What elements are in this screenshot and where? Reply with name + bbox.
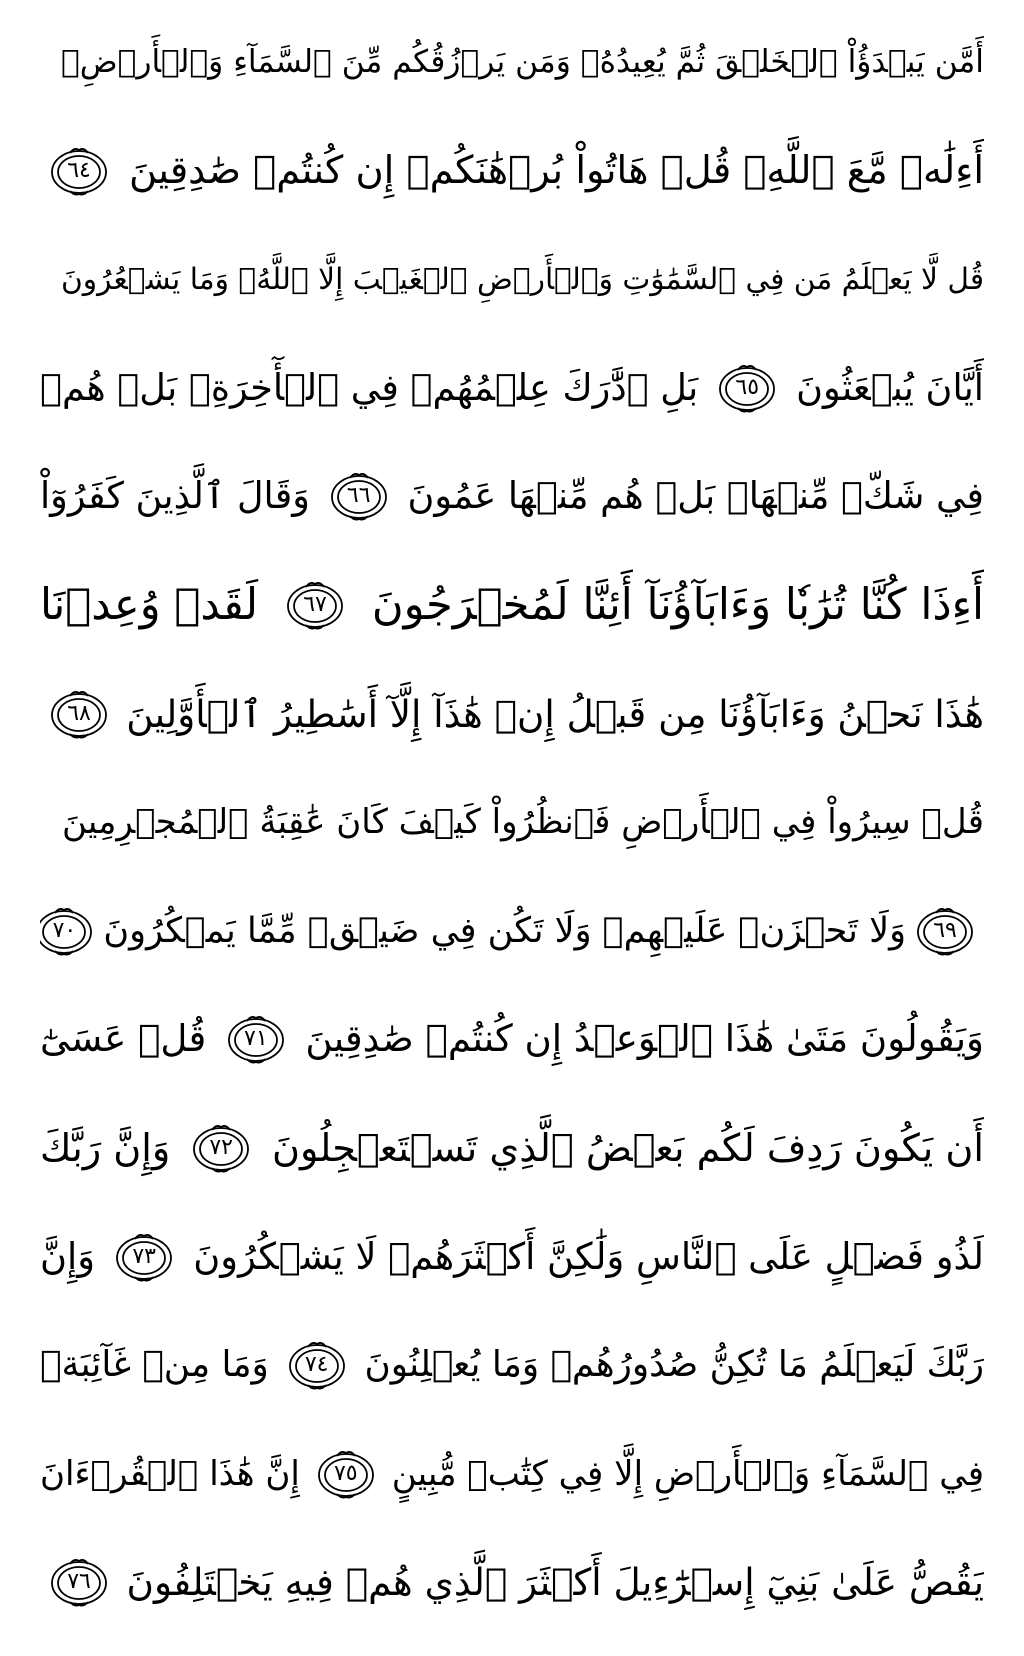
ayah-number-marker — [284, 579, 346, 631]
text-line — [40, 1534, 984, 1630]
text-line — [40, 666, 984, 762]
verse-text: وَإِنَّ — [40, 1234, 96, 1278]
verse-text: أَن يَكُونَ رَدِفَ لَكُم بَعۡضُ ٱلَّذِي تَسۡتَعۡجِلُونَ — [271, 1126, 984, 1170]
verse-text: هَٰذَا نَحۡنُ وَءَابَآؤُنَا مِن قَبۡلُ إِنۡ هَٰذَآ إِلَّآ أَسَٰطِيرُ ٱلۡأَوَّلِينَ — [126, 691, 984, 736]
verse-text: قُلۡ عَسَىٰٓ — [40, 1017, 207, 1061]
ayah-number-marker — [48, 145, 110, 197]
ayah-number: ٧٣ — [132, 1243, 156, 1269]
ayah-number-marker — [40, 905, 95, 957]
text-line — [40, 1317, 984, 1413]
verse-text: أَمَّن يَبۡدَؤُاْ ٱلۡخَلۡقَ ثُمَّ يُعِيدُهُۥ وَمَن يَرۡزُقُكُم مِّنَ ٱلسَّمَآءِ وَٱلۡأَرۡضِۗ — [60, 44, 984, 80]
text-line — [40, 448, 984, 544]
ayah-number-marker — [328, 470, 390, 522]
verse-text: فِي شَكّٖ مِّنۡهَاۖ بَلۡ هُم مِّنۡهَا عَمُونَ — [407, 474, 984, 518]
text-line — [40, 1100, 984, 1196]
verse-text: لَذُو فَضۡلٍ عَلَى ٱلنَّاسِ وَلَٰكِنَّ أَكۡثَرَهُمۡ لَا يَشۡكُرُونَ — [193, 1234, 984, 1278]
ayah-number: ٧٥ — [333, 1460, 358, 1486]
ayah-number-marker — [716, 362, 778, 414]
ayah-number-marker — [286, 1339, 348, 1391]
ayah-number: ٦٨ — [67, 700, 91, 726]
ayah-number-marker — [48, 1556, 110, 1608]
text-line — [40, 14, 984, 110]
verse-text: وَمَا مِنۡ غَآئِبَةٖ — [40, 1344, 269, 1386]
ayah-number-marker — [225, 1013, 287, 1065]
verse-text: وَلَا تَحۡزَنۡ عَلَيۡهِمۡ وَلَا تَكُن فِي ضَيۡقٖ مِّمَّا يَمۡكُرُونَ — [103, 909, 906, 951]
ayah-number-marker — [315, 1448, 377, 1500]
ayah-number: ٧٦ — [67, 1569, 91, 1595]
verse-text: وَقَالَ ٱلَّذِينَ كَفَرُوٓاْ — [40, 474, 310, 518]
verse-text: يَقُصُّ عَلَىٰ بَنِيٓ إِسۡرَٰٓءِيلَ أَكۡثَرَ ٱلَّذِي هُمۡ فِيهِ يَخۡتَلِفُونَ — [126, 1560, 984, 1605]
verse-text: وَيَقُولُونَ مَتَىٰ هَٰذَا ٱلۡوَعۡدُ إِن كُنتُمۡ صَٰدِقِينَ — [305, 1017, 984, 1061]
text-line — [40, 991, 984, 1087]
ayah-number: ٧١ — [244, 1026, 268, 1052]
ayah-number-marker — [914, 905, 976, 957]
ayah-number: ٦٤ — [67, 157, 91, 183]
verse-text: أَيَّانَ يُبۡعَثُونَ — [796, 365, 984, 409]
ayah-number-marker — [113, 1231, 175, 1283]
verse-text: رَبَّكَ لَيَعۡلَمُ مَا تُكِنُّ صُدُورُهُمۡ وَمَا يُعۡلِنُونَ — [364, 1344, 984, 1386]
ayah-number: ٦٦ — [346, 483, 371, 509]
ayah-number: ٦٩ — [933, 917, 957, 943]
text-line — [40, 231, 984, 327]
mushaf-page — [40, 14, 984, 1644]
ayah-number: ٧٤ — [304, 1352, 329, 1378]
ayah-number: ٧٢ — [209, 1135, 233, 1160]
ayah-number: ٦٧ — [303, 592, 327, 617]
verse-text: بَلِ ٱدَّٰرَكَ عِلۡمُهُمۡ فِي ٱلۡأٓخِرَةِۚ بَلۡ هُمۡ — [40, 365, 699, 409]
ayah-number-marker — [190, 1122, 252, 1174]
ayah-number: ٧٠ — [52, 917, 77, 943]
ayah-number: ٦٥ — [735, 374, 760, 400]
text-line — [40, 883, 984, 979]
text-line — [40, 1426, 984, 1522]
verse-text: أَءِلَٰهٞ مَّعَ ٱللَّهِۚ قُلۡ هَاتُواْ بُرۡهَٰنَكُمۡ إِن كُنتُمۡ صَٰدِقِينَ — [129, 147, 984, 193]
text-line — [40, 123, 984, 219]
verse-text: وَإِنَّ رَبَّكَ — [40, 1126, 171, 1170]
verse-text: فِي ٱلسَّمَآءِ وَٱلۡأَرۡضِ إِلَّا فِي كِتَٰبٖ مُّبِينٍ — [391, 1453, 984, 1494]
verse-text: أَءِذَا كُنَّا تُرَٰبٗا وَءَابَآؤُنَآ أَئِنَّا لَمُخۡرَجُونَ — [371, 580, 984, 630]
text-line — [40, 340, 984, 436]
text-line — [40, 557, 984, 653]
verse-text: قُل لَّا يَعۡلَمُ مَن فِي ٱلسَّمَٰوَٰتِ وَٱلۡأَرۡضِ ٱلۡغَيۡبَ إِلَّا ٱللَّهُۚ وَمَا يَشۡعُرُونَ — [61, 261, 984, 297]
text-line — [40, 1209, 984, 1305]
text-line — [40, 774, 984, 870]
ayah-number-marker — [48, 688, 110, 740]
verse-text: لَقَدۡ وُعِدۡنَا — [40, 580, 259, 630]
verse-text: إِنَّ هَٰذَا ٱلۡقُرۡءَانَ — [40, 1453, 300, 1494]
verse-text: قُلۡ سِيرُواْ فِي ٱلۡأَرۡضِ فَٱنظُرُواْ كَيۡفَ كَانَ عَٰقِبَةُ ٱلۡمُجۡرِمِينَ — [61, 802, 984, 843]
